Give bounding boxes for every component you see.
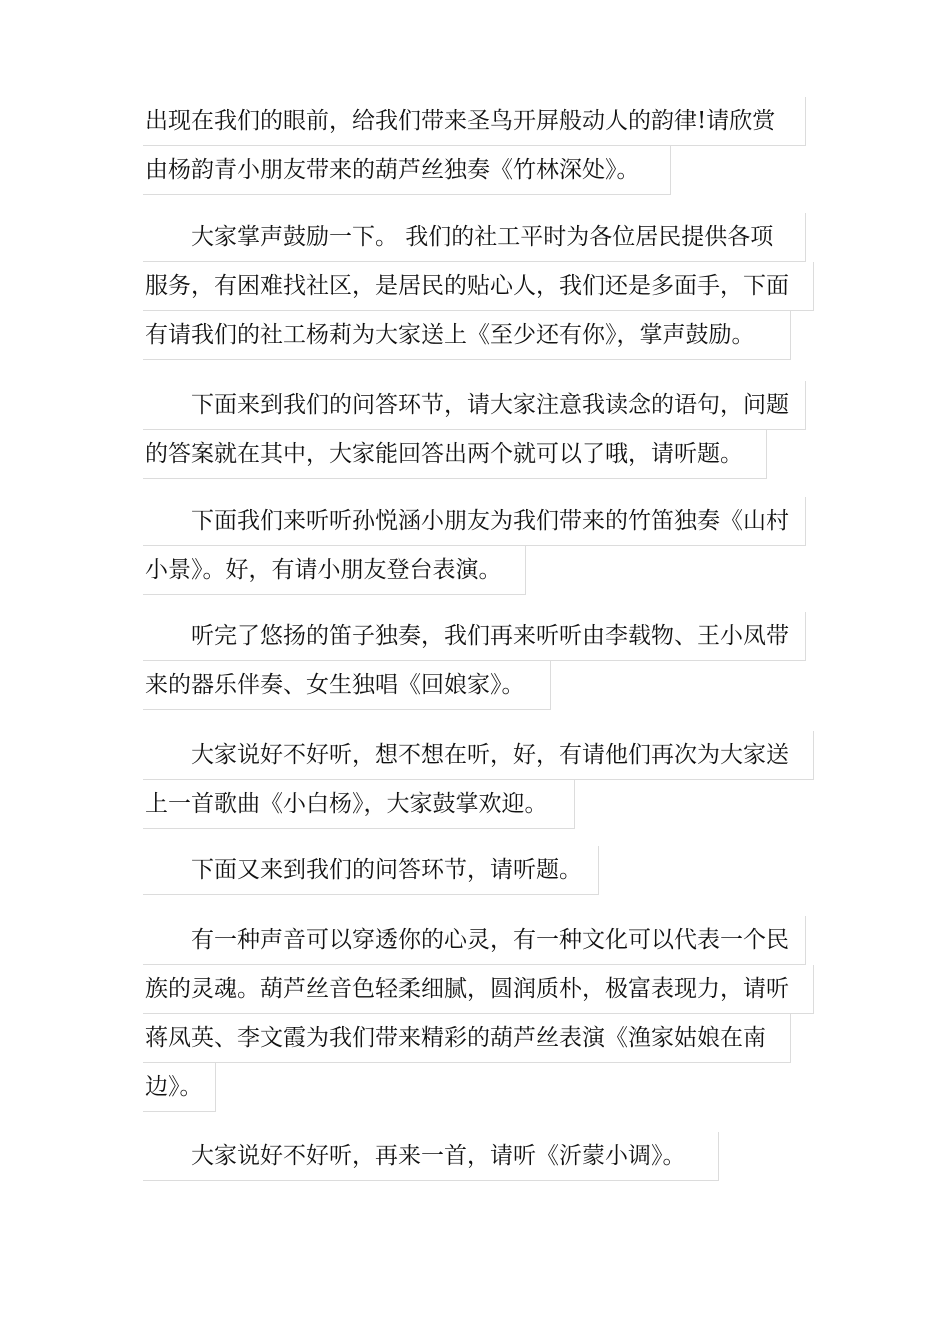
text-line: 小景》。好，有请小朋友登台表演。 (143, 546, 526, 595)
text-line: 下面我们来听听孙悦涵小朋友为我们带来的竹笛独奏《山村 (143, 497, 806, 546)
paragraph-8 (143, 916, 814, 1112)
text-line: 大家说好不好听，想不想在听，好，有请他们再次为大家送 (143, 731, 814, 780)
text-line: 由杨韵青小朋友带来的葫芦丝独奏《竹林深处》。 (143, 146, 671, 195)
paragraph-1 (143, 97, 806, 195)
text-line: 族的灵魂。葫芦丝音色轻柔细腻，圆润质朴，极富表现力，请听 (143, 965, 814, 1014)
paragraph-4 (143, 497, 806, 595)
paragraph-7 (143, 846, 599, 895)
paragraph-6 (143, 731, 814, 829)
paragraph-3 (143, 381, 806, 479)
text-line: 的答案就在其中，大家能回答出两个就可以了哦，请听题。 (143, 430, 767, 479)
paragraph-5 (143, 612, 806, 710)
text-line: 听完了悠扬的笛子独奏，我们再来听听由李载物、王小凤带 (143, 612, 806, 661)
text-line: 有请我们的社工杨莉为大家送上《至少还有你》，掌声鼓励。 (143, 311, 791, 360)
text-line: 下面又来到我们的问答环节，请听题。 (143, 846, 599, 895)
paragraph-2 (143, 213, 814, 360)
text-line: 边》。 (143, 1063, 216, 1112)
text-line: 来的器乐伴奏、女生独唱《回娘家》。 (143, 661, 551, 710)
text-line: 大家说好不好听，再来一首，请听《沂蒙小调》。 (143, 1132, 719, 1181)
text-line: 大家掌声鼓励一下。 我们的社工平时为各位居民提供各项 (143, 213, 806, 262)
paragraph-9 (143, 1132, 719, 1181)
text-line: 上一首歌曲《小白杨》，大家鼓掌欢迎。 (143, 780, 575, 829)
text-line: 出现在我们的眼前，给我们带来圣鸟开屏般动人的韵律!请欣赏 (143, 97, 806, 146)
text-line: 下面来到我们的问答环节，请大家注意我读念的语句，问题 (143, 381, 806, 430)
text-line: 服务，有困难找社区，是居民的贴心人，我们还是多面手，下面 (143, 262, 814, 311)
text-line: 蒋凤英、李文霞为我们带来精彩的葫芦丝表演《渔家姑娘在南 (143, 1014, 791, 1063)
text-line: 有一种声音可以穿透你的心灵，有一种文化可以代表一个民 (143, 916, 806, 965)
